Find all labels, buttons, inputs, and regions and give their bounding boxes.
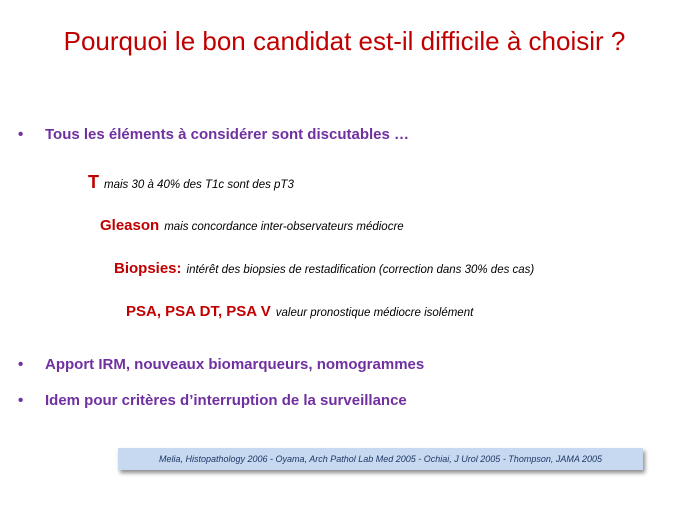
bullet-text: Tous les éléments à considérer sont discutables … <box>45 126 410 143</box>
reference-box: Melia, Histopathology 2006 - Oyama, Arch Pathol Lab Med 2005 - Ochiai, J Urol 2005 - Thompson, JAMA 2005 <box>118 448 643 470</box>
sub-item-t <box>88 172 294 193</box>
sub-item-desc: mais 30 à 40% des T1c sont des pT3 <box>104 179 294 191</box>
sub-item-desc: mais concordance inter-observateurs médiocre <box>164 221 404 233</box>
bullet-text: Idem pour critères d’interruption de la surveillance <box>45 392 407 409</box>
sub-item-psa <box>126 303 473 321</box>
sub-item-key: Gleason <box>100 217 160 234</box>
sub-item-desc: valeur pronostique médiocre isolément <box>275 307 474 319</box>
bullet-marker: • <box>18 356 24 373</box>
sub-item-key: Biopsies: <box>114 260 182 277</box>
bullet-item <box>18 356 424 373</box>
slide-title: Pourquoi le bon candidat est-il difficile à choisir ? <box>63 26 626 56</box>
sub-item-key: PSA, PSA DT, PSA V <box>126 303 271 320</box>
sub-item-desc: intérêt des biopsies de restadification (correction dans 30% des cas) <box>186 264 535 276</box>
bullet-marker: • <box>18 392 24 409</box>
bullet-item <box>18 126 409 143</box>
bullet-text: Apport IRM, nouveaux biomarqueurs, nomogrammes <box>45 356 425 373</box>
sub-item-biopsies <box>114 260 534 278</box>
sub-item-key: T <box>88 172 99 192</box>
bullet-item <box>18 392 407 409</box>
bullet-marker: • <box>18 126 24 143</box>
sub-item-gleason <box>100 217 404 235</box>
